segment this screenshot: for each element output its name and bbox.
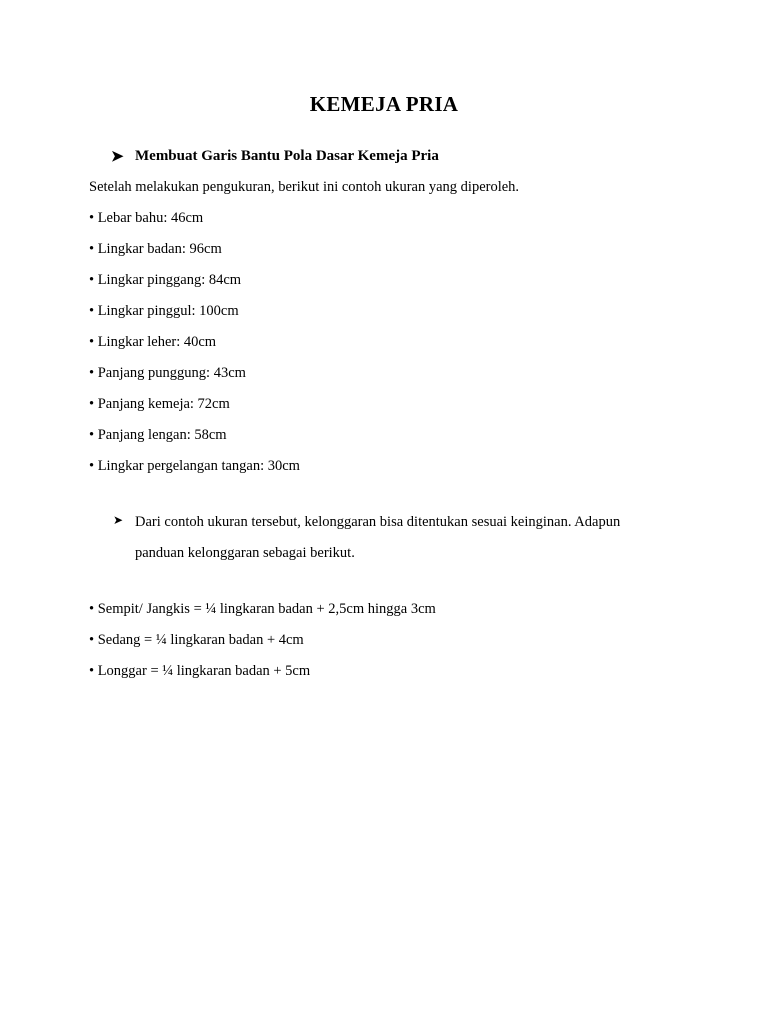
allowance-item: • Longgar = ¼ lingkaran badan + 5cm (89, 663, 311, 679)
intro-text: Setelah melakukan pengukuran, berikut ini contoh ukuran yang diperoleh. (89, 179, 520, 195)
allowance-item: • Sedang = ¼ lingkaran badan + 4cm (89, 632, 304, 648)
allowance-item: • Sempit/ Jangkis = ¼ lingkaran badan + 2,5cm hingga 3cm (89, 601, 436, 617)
section-heading-text: Membuat Garis Bantu Pola Dasar Kemeja Pria (135, 148, 439, 164)
document-title: KEMEJA PRIA (309, 92, 459, 116)
arrowhead-bullet-icon: ➤ (113, 513, 124, 527)
measurement-item: • Lingkar pergelangan tangan: 30cm (89, 458, 300, 474)
measurement-item: • Lingkar leher: 40cm (89, 334, 217, 350)
measurement-item: • Lingkar badan: 96cm (89, 241, 222, 257)
arrowhead-bullet-icon: ➤ (111, 149, 124, 165)
measurement-item: • Panjang kemeja: 72cm (89, 396, 230, 412)
section-heading (111, 147, 439, 166)
measurement-item: • Panjang lengan: 58cm (89, 427, 227, 443)
measurement-item: • Lebar bahu: 46cm (89, 210, 204, 226)
measurement-item: • Lingkar pinggul: 100cm (89, 303, 239, 319)
measurement-item: • Panjang punggung: 43cm (89, 365, 246, 381)
note-text-line-2: panduan kelonggaran sebagai berikut. (135, 545, 355, 561)
measurement-item: • Lingkar pinggang: 84cm (89, 272, 242, 288)
note-text-line-1: Dari contoh ukuran tersebut, kelonggaran bisa ditentukan sesuai keinginan. Adapun (135, 514, 621, 530)
